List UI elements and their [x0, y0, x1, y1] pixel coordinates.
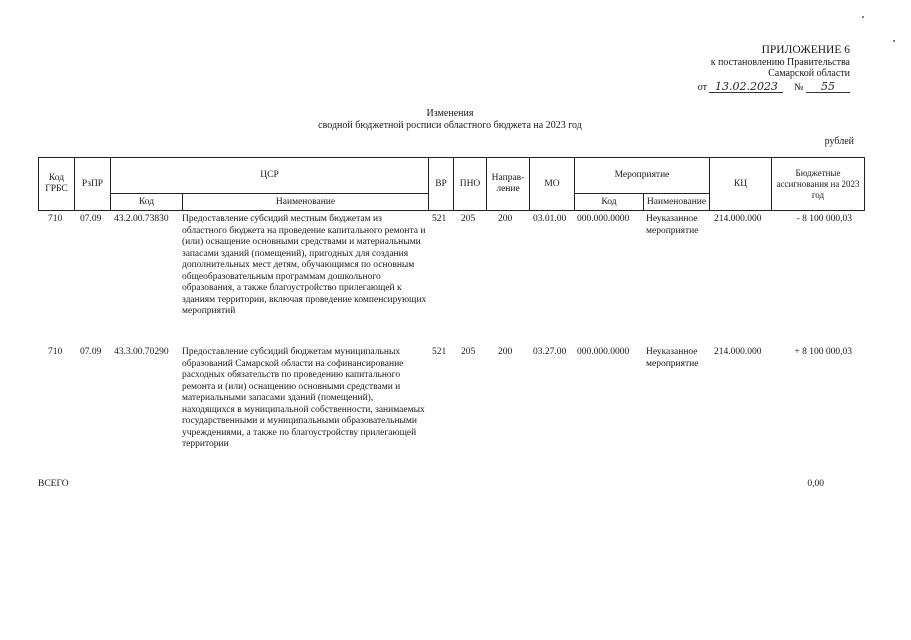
header-budget: Бюджетные ассигнования на 2023 год	[776, 167, 860, 200]
cell-vr: 521	[432, 214, 447, 224]
header-vline	[864, 157, 865, 211]
header-pno: ПНО	[459, 178, 481, 189]
cell-amount: - 8 100 000,03	[796, 214, 852, 224]
cell-mo: 03.27.00	[533, 347, 567, 357]
appendix-line-1: к постановлению Правительства	[710, 56, 850, 68]
cell-napr: 200	[498, 347, 513, 357]
appendix-block	[600, 45, 850, 93]
cell-grbs: 710	[48, 214, 63, 224]
cell-napr: 200	[498, 214, 513, 224]
header-mo: МО	[544, 178, 560, 189]
cell-kc: 214.000.000	[714, 214, 762, 224]
header-meropr-name: Наименование	[646, 196, 707, 207]
units-label: рублей	[824, 136, 854, 147]
header-rzpr: РзПР	[81, 178, 104, 189]
cell-csr-code: 43.2.00.73830	[114, 214, 169, 224]
appendix-title: ПРИЛОЖЕНИЕ 6	[761, 44, 850, 56]
cell-meropr-code: 000.000.0000	[577, 214, 630, 224]
cell-rzpr: 07.09	[80, 214, 102, 224]
title-line-2: сводной бюджетной росписи областного бюджета на 2023 год	[318, 120, 582, 131]
cell-grbs: 710	[48, 347, 63, 357]
cell-meropr-code: 000.000.0000	[577, 347, 630, 357]
header-kc: КЦ	[733, 178, 748, 189]
header-csr: ЦСР	[260, 170, 279, 180]
cell-meropr-name: Неуказанное мероприятие	[646, 347, 699, 369]
header-meropr: Мероприятие	[614, 170, 670, 180]
cell-pno: 205	[461, 347, 476, 357]
number-prefix: №	[793, 81, 804, 93]
cell-rzpr: 07.09	[80, 347, 102, 357]
cell-amount: + 8 100 000,03	[794, 347, 852, 357]
cell-mo: 03.01.00	[533, 214, 567, 224]
cell-kc: 214.000.000	[714, 347, 762, 357]
title-line-1: Изменения	[426, 108, 474, 119]
total-label: ВСЕГО	[38, 479, 69, 489]
cell-csr-name: Предоставление субсидий местным бюджетам из областного бюджета на проведение капитального ремонта и (или) оснащение основными средствами и материальными запасами зданий (помещений), пригодных для создания дополнительных мест детям, обучающимся по основным общеобразовательным программам дошкольного образования, а также благоустройство прилегающей к зданиям территории, включая проведение компенсирующих мероприятий	[182, 214, 427, 316]
header-csr-name: Наименование	[275, 196, 336, 207]
appendix-date-line	[600, 81, 850, 94]
header-meropr-kod: Код	[601, 196, 617, 207]
cell-csr-code: 43.3.00.70290	[114, 347, 169, 357]
header-bottom-border	[38, 210, 865, 211]
cell-pno: 205	[461, 214, 476, 224]
scan-speck	[893, 40, 895, 42]
total-value: 0,00	[807, 479, 824, 489]
header-napr: Направ-ление	[491, 173, 525, 194]
date-prefix: от	[697, 81, 707, 93]
cell-meropr-name: Неуказанное мероприятие	[646, 214, 699, 236]
cell-vr: 521	[432, 347, 447, 357]
appendix-line-2: Самарской области	[768, 68, 850, 79]
document-title	[250, 108, 650, 132]
scan-speck	[862, 16, 864, 18]
header-csr-kod: Код	[138, 196, 155, 207]
number-handwritten: 55	[806, 81, 850, 94]
cell-csr-name: Предоставление субсидий бюджетам муниципальных образований Самарской области на софинансирование расходных обязательств по проведению капитального ремонта и (или) оснащению основными средствами и материальными запасами зданий (помещений), находящихся в муниципальной собственности, занимаемых государственными и муниципальными образовательными учреждениями, а также по благоустройству прилегающей территории	[182, 347, 425, 449]
header-kod-grbs: Код ГРБС	[45, 173, 68, 194]
header-vr: ВР	[435, 178, 447, 189]
date-handwritten: 13.02.2023	[709, 81, 783, 94]
